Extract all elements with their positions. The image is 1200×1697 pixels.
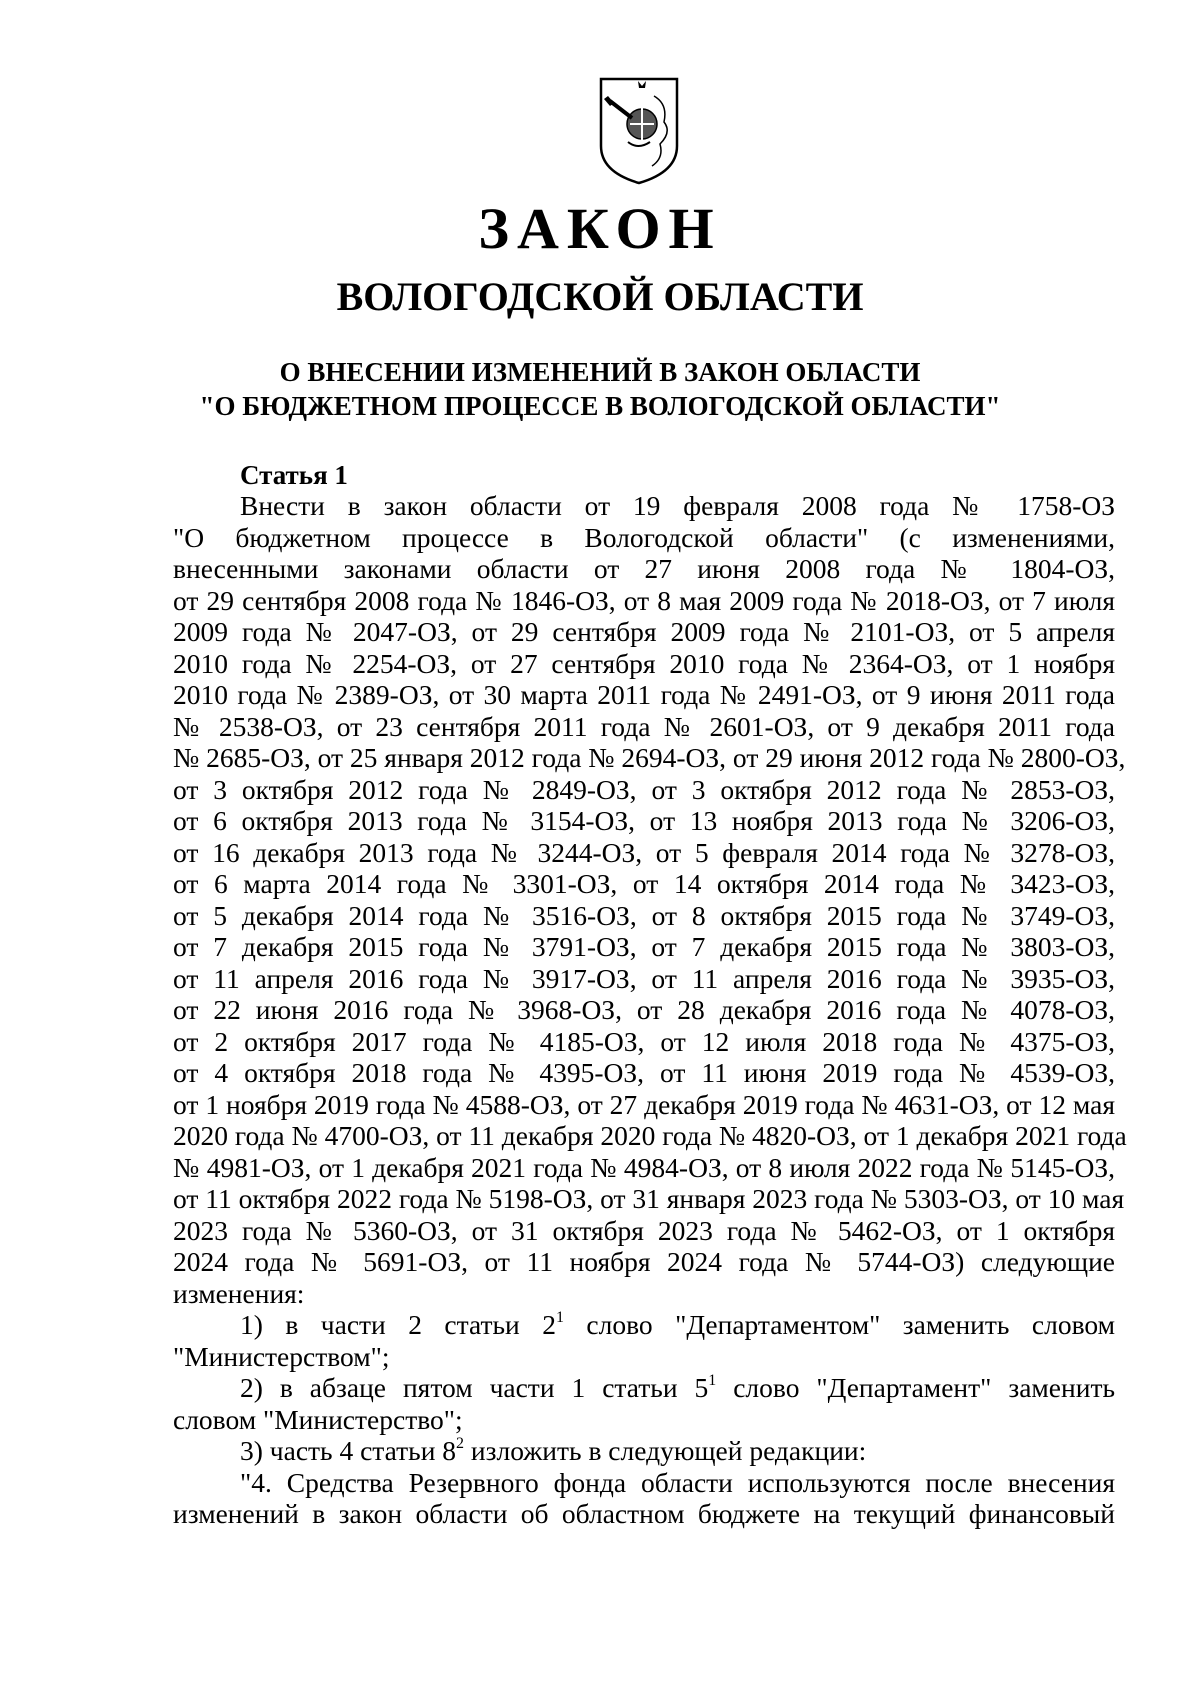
item-1-line-1: 1) в части 2 статьи $2^1$ слово "Департаментом" заменить словом: [240, 1309, 1116, 1340]
document-subtitle: [0, 355, 1200, 423]
article-heading: Статья 1: [240, 460, 348, 490]
intro-line: № 2538-ОЗ, от 23 сентября 2011 года № 2601-ОЗ, от 9 декабря 2011 года: [173, 710, 1115, 742]
item-1-superscript: 1: [555, 1309, 564, 1326]
intro-line: от 22 июня 2016 года № 3968-ОЗ, от 28 декабря 2016 года № 4078-ОЗ,: [173, 994, 1115, 1025]
intro-line: "О бюджетном процессе в Вологодской области" (с изменениями,: [173, 521, 1115, 553]
item-3: [173, 1435, 1115, 1467]
intro-line: № 2685-ОЗ, от 25 января 2012 года № 2694-ОЗ, от 29 июня 2012 года № 2800-ОЗ,: [173, 742, 1126, 773]
intro-line: внесенными законами области от 27 июня 2008 года № 1804-ОЗ,: [173, 553, 1115, 584]
subtitle-line-2: "О БЮДЖЕТНОМ ПРОЦЕССЕ В ВОЛОГОДСКОЙ ОБЛАСТИ": [199, 391, 1001, 421]
article-body: [173, 490, 1127, 1530]
intro-line: от 4 октября 2018 года № 4395-ОЗ, от 11 июня 2019 года № 4539-ОЗ,: [173, 1057, 1115, 1088]
intro-line: от 5 декабря 2014 года № 3516-ОЗ, от 8 октября 2015 года № 3749-ОЗ,: [173, 899, 1115, 931]
intro-line: от 3 октября 2012 года № 2849-ОЗ, от 3 октября 2012 года № 2853-ОЗ,: [173, 773, 1115, 805]
item-2-superscript: 1: [708, 1372, 717, 1389]
intro-line: изменения:: [173, 1277, 305, 1309]
coat-of-arms-icon: [598, 76, 680, 186]
item-3-superscript: 2: [456, 1435, 465, 1452]
intro-line: 2010 года № 2254-ОЗ, от 27 сентября 2010 года № 2364-ОЗ, от 1 ноября: [173, 647, 1115, 679]
document-region: ВОЛОГОДСКОЙ ОБЛАСТИ: [336, 274, 864, 319]
item-4-line-1: "4. Средства Резервного фонда области используются после внесения: [240, 1466, 1115, 1498]
item-4: [173, 1467, 1115, 1530]
intro-line: 2020 года № 4700-ОЗ, от 11 декабря 2020 года № 4820-ОЗ, от 1 декабря 2021 года: [173, 1120, 1127, 1151]
item-4-line-2: изменений в закон области об областном бюджете на текущий финансовый: [173, 1498, 1115, 1529]
document-title: ЗАКОН: [478, 196, 722, 261]
intro-paragraph: [173, 490, 1127, 1309]
item-2: [173, 1372, 1115, 1435]
intro-line: 2024 года № 5691-ОЗ, от 11 ноября 2024 года № 5744-ОЗ) следующие: [173, 1246, 1115, 1277]
intro-line: от 6 октября 2013 года № 3154-ОЗ, от 13 ноября 2013 года № 3206-ОЗ,: [173, 805, 1115, 836]
item-1: [173, 1309, 1115, 1372]
intro-line: от 29 сентября 2008 года № 1846-ОЗ, от 8 мая 2009 года № 2018-ОЗ, от 7 июля: [173, 584, 1115, 616]
intro-line: от 6 марта 2014 года № 3301-ОЗ, от 14 октября 2014 года № 3423-ОЗ,: [173, 868, 1115, 899]
item-2-line-2: словом "Министерство";: [173, 1403, 463, 1435]
intro-line: 2010 года № 2389-ОЗ, от 30 марта 2011 года № 2491-ОЗ, от 9 июня 2011 года: [173, 679, 1115, 710]
item-1-line-2: "Министерством";: [173, 1340, 390, 1372]
intro-line: Внести в закон области от 19 февраля 2008 года № 1758-ОЗ: [240, 490, 1115, 521]
intro-line: от 11 октября 2022 года № 5198-ОЗ, от 31 января 2023 года № 5303-ОЗ, от 10 мая: [173, 1183, 1125, 1214]
intro-line: от 1 ноября 2019 года № 4588-ОЗ, от 27 декабря 2019 года № 4631-ОЗ, от 12 мая: [173, 1088, 1115, 1120]
intro-line: № 4981-ОЗ, от 1 декабря 2021 года № 4984-ОЗ, от 8 июля 2022 года № 5145-ОЗ,: [173, 1151, 1115, 1183]
item-3-line-1: 3) часть 4 статьи $8^2$ изложить в следующей редакции:: [240, 1435, 867, 1466]
item-2-line-1: 2) в абзаце пятом части 1 статьи $5^1$ слово "Департамент" заменить: [240, 1372, 1116, 1403]
intro-line: 2023 года № 5360-ОЗ, от 31 октября 2023 года № 5462-ОЗ, от 1 октября: [173, 1214, 1115, 1246]
intro-line: от 2 октября 2017 года № 4185-ОЗ, от 12 июля 2018 года № 4375-ОЗ,: [173, 1025, 1115, 1057]
intro-line: от 16 декабря 2013 года № 3244-ОЗ, от 5 февраля 2014 года № 3278-ОЗ,: [173, 836, 1115, 868]
subtitle-line-1: О ВНЕСЕНИИ ИЗМЕНЕНИЙ В ЗАКОН ОБЛАСТИ: [279, 357, 921, 387]
intro-line: от 7 декабря 2015 года № 3791-ОЗ, от 7 декабря 2015 года № 3803-ОЗ,: [173, 931, 1115, 962]
intro-line: от 11 апреля 2016 года № 3917-ОЗ, от 11 апреля 2016 года № 3935-ОЗ,: [173, 962, 1115, 994]
intro-line: 2009 года № 2047-ОЗ, от 29 сентября 2009 года № 2101-ОЗ, от 5 апреля: [173, 616, 1115, 647]
